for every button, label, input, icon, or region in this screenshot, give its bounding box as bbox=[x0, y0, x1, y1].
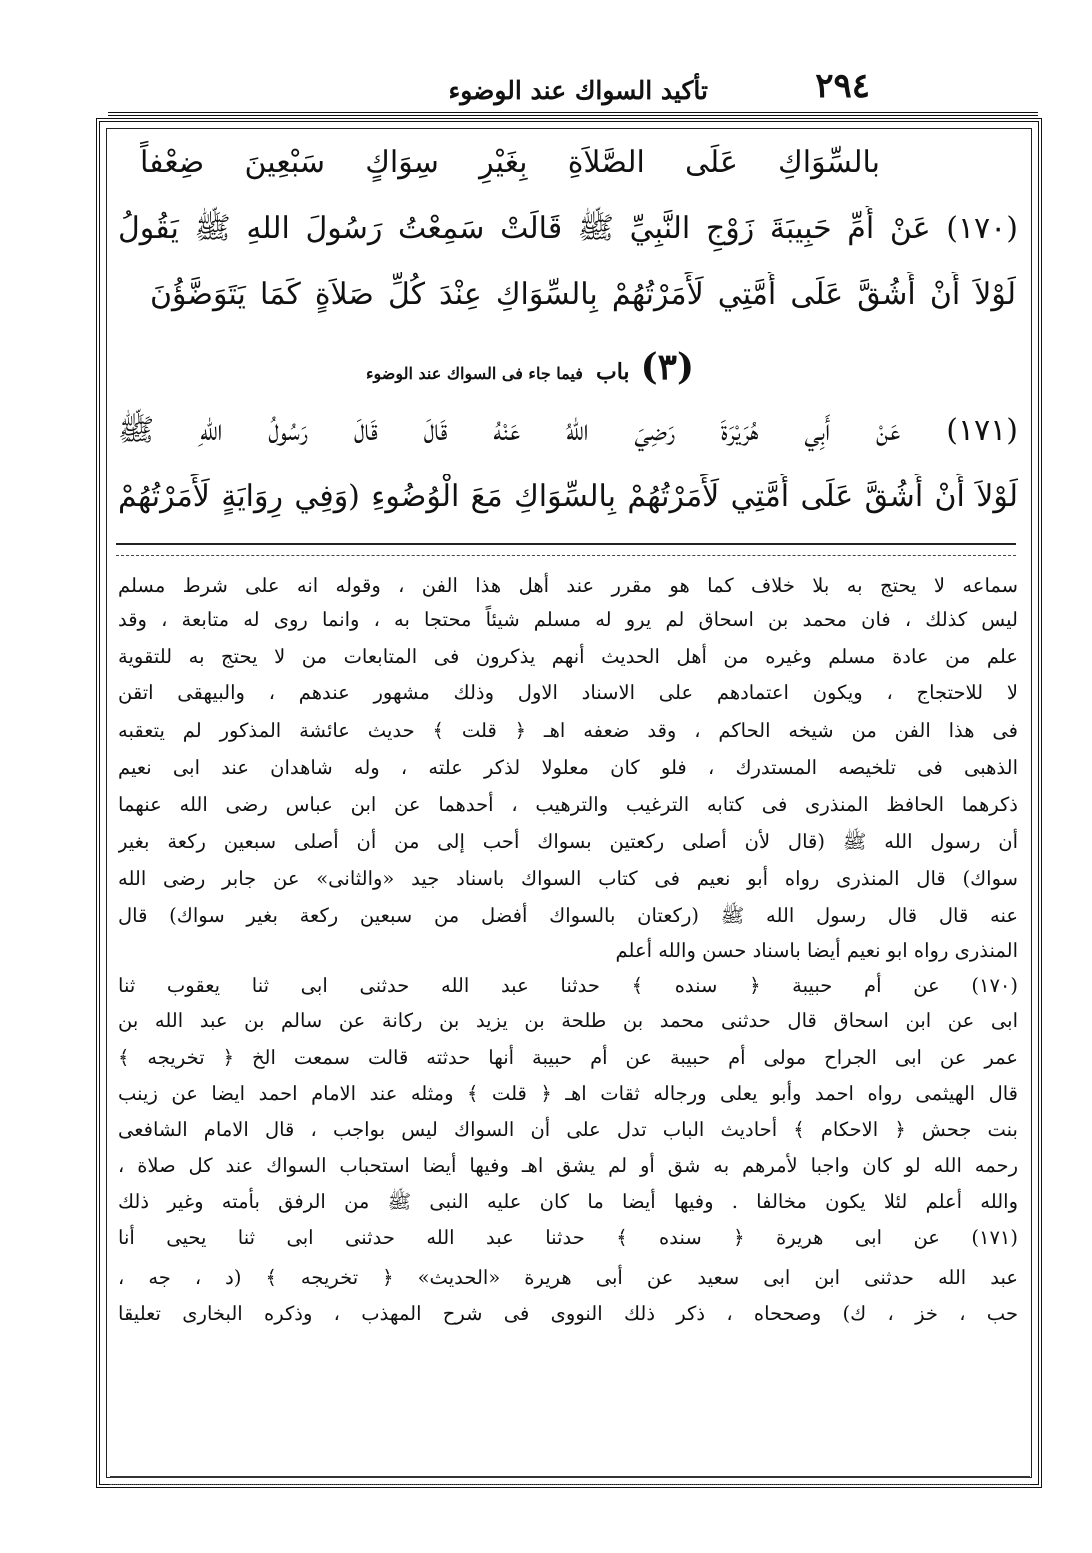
matn-line-3: لَوْلاَ أَنْ أَشُقَّ عَلَى أُمَّتِي لَأَمَرْتُهُمْ بِالسِّوَاكِ عِنْدَ كُلِّ صَلاَةٍ كَمَا يَتَوَضَّؤُنَ bbox=[150, 277, 1016, 312]
commentary-line: أن رسول الله ﷺ (قال لأن أصلى ركعتين بسواك أحب إلى من أن أصلى سبعين ركعة بغير bbox=[118, 830, 1018, 853]
commentary-line: (١٧١) عن ابى هريرة ﴿ سنده ﴾ حدثنا عبد الله حدثنى ابى ثنا يحيى أنا bbox=[118, 1226, 1018, 1249]
page-header bbox=[108, 64, 1038, 116]
matn-line-5: لَوْلاَ أَنْ أَشُقَّ عَلَى أُمَّتِي لَأَمَرْتُهُمْ بِالسِّوَاكِ مَعَ الْوُضُوءِ (وَفِي رِوَايَةٍ لَأَمَرْتُهُمْ bbox=[118, 479, 1018, 514]
chapter-number: (٣) bbox=[640, 346, 695, 388]
commentary-line: عبد الله حدثنى ابن ابى سعيد عن أبى هريرة «الحديث» ﴿ تخريجه ﴾ (د ، جه ، bbox=[118, 1266, 1018, 1289]
chapter-heading bbox=[350, 346, 710, 392]
commentary-line: سماعه لا يحتج به بلا خلاف كما هو مقرر عند أهل هذا الفن ، وقوله انه على شرط مسلم bbox=[118, 574, 1018, 597]
commentary-line: ليس كذلك ، فان محمد بن اسحاق لم يرو له مسلم شيئاً محتجا به ، وانما روى له متابعة ، وقد bbox=[118, 608, 1018, 631]
commentary-line: عنه قال قال رسول الله ﷺ (ركعتان بالسواك أفضل من سبعين ركعة بغير سواك) قال bbox=[118, 904, 1018, 927]
commentary-line: فى هذا الفن من شيخه الحاكم ، وقد ضعفه اهـ ﴿ قلت ﴾ حديث عائشة المذكور لم يتعقبه bbox=[118, 719, 1018, 742]
commentary-line: لا للاحتجاج ، ويكون اعتمادهم على الاسناد الاول وذلك مشهور عندهم ، والبيهقى اتقن bbox=[118, 681, 1018, 704]
commentary-line: رحمه الله لو كان واجبا لأمرهم به شق أو لم يشق اهـ وفيها أيضا استحباب السواك عند كل صلاة ، bbox=[118, 1154, 1018, 1177]
page-number: ٢٩٤ bbox=[815, 66, 870, 106]
commentary-line: ذكرهما الحافظ المنذرى فى كتابه الترغيب والترهيب ، أحدهما عن ابن عباس رضى الله عنهما bbox=[118, 793, 1018, 816]
commentary-line: سواك) قال المنذرى رواه أبو نعيم فى كتاب السواك باسناد جيد «والثانى» عن جابر رضى الله bbox=[118, 867, 1018, 890]
commentary-line: والله أعلم لئلا يكون مخالفا . وفيها أيضا ما كان عليه النبى ﷺ من الرفق بأمته وغير ذلك bbox=[118, 1190, 1018, 1213]
commentary-line: علم من عادة مسلم وغيره من أهل الحديث أنهم يذكرون فى المتابعات من لا يحتج به للتقوية bbox=[118, 645, 1018, 668]
bottom-rule bbox=[110, 1476, 1030, 1485]
commentary-line: المنذرى رواه ابو نعيم أيضا باسناد حسن والله أعلم bbox=[615, 939, 1018, 962]
chapter-label: باب bbox=[595, 359, 630, 385]
commentary-line: عمر عن ابى الجراح مولى أم حبيبة عن أم حبيبة أنها حدثته قالت سمعت الخ ﴿ تخريجه ﴾ bbox=[118, 1046, 1018, 1069]
matn-line-4: (١٧١) عَنْ أَبِي هُرَيْرَةَ رَضِيَ اللهُ عَنْهُ قَالَ قَالَ رَسُولُ اللهِ ﷺ bbox=[118, 413, 1018, 448]
commentary-line: قال الهيثمى رواه احمد وأبو يعلى ورجاله ثقات اهـ ﴿ قلت ﴾ ومثله عند الامام احمد ايضا عن زينب bbox=[118, 1082, 1018, 1105]
running-title: تأكيد السواك عند الوضوء bbox=[448, 76, 708, 105]
chapter-topic: فيما جاء فى السواك عند الوضوء bbox=[365, 364, 583, 383]
commentary-line: ابى عن ابن اسحاق قال حدثنى محمد بن طلحة بن يزيد بن ركانة عن سالم بن عبد الله بن bbox=[118, 1009, 1018, 1032]
matn-line-2: (١٧٠) عَنْ أُمِّ حَبِيبَةَ زَوْجِ النَّبِيِّ ﷺ قَالَتْ سَمِعْتُ رَسُولَ اللهِ ﷺ يَقُولُ bbox=[118, 211, 1018, 246]
commentary-line: (١٧٠) عن أم حبيبة ﴿ سنده ﴾ حدثنا عبد الله حدثنى ابى ثنا يعقوب ثنا bbox=[118, 974, 1018, 997]
commentary-line: الذهبى فى تلخيصه المستدرك ، فلو كان معلولا لذكر علته ، وله شاهدان عند ابى نعيم bbox=[118, 756, 1018, 779]
commentary-line: حب ، خز ، ك) وصححاه ، ذكر ذلك النووى فى شرح المهذب ، وذكره البخارى تعليقا bbox=[118, 1302, 1018, 1325]
commentary-line: بنت جحش ﴿ الاحكام ﴾ أحاديث الباب تدل على أن السواك ليس بواجب ، قال الامام الشافعى bbox=[118, 1118, 1018, 1141]
section-separator bbox=[116, 543, 1016, 556]
header-rule bbox=[108, 112, 1038, 116]
matn-line-1: بالسِّوَاكِ عَلَى الصَّلاَةِ بِغَيْرِ سِوَاكٍ سَبْعِينَ ضِعْفاً bbox=[140, 145, 880, 180]
